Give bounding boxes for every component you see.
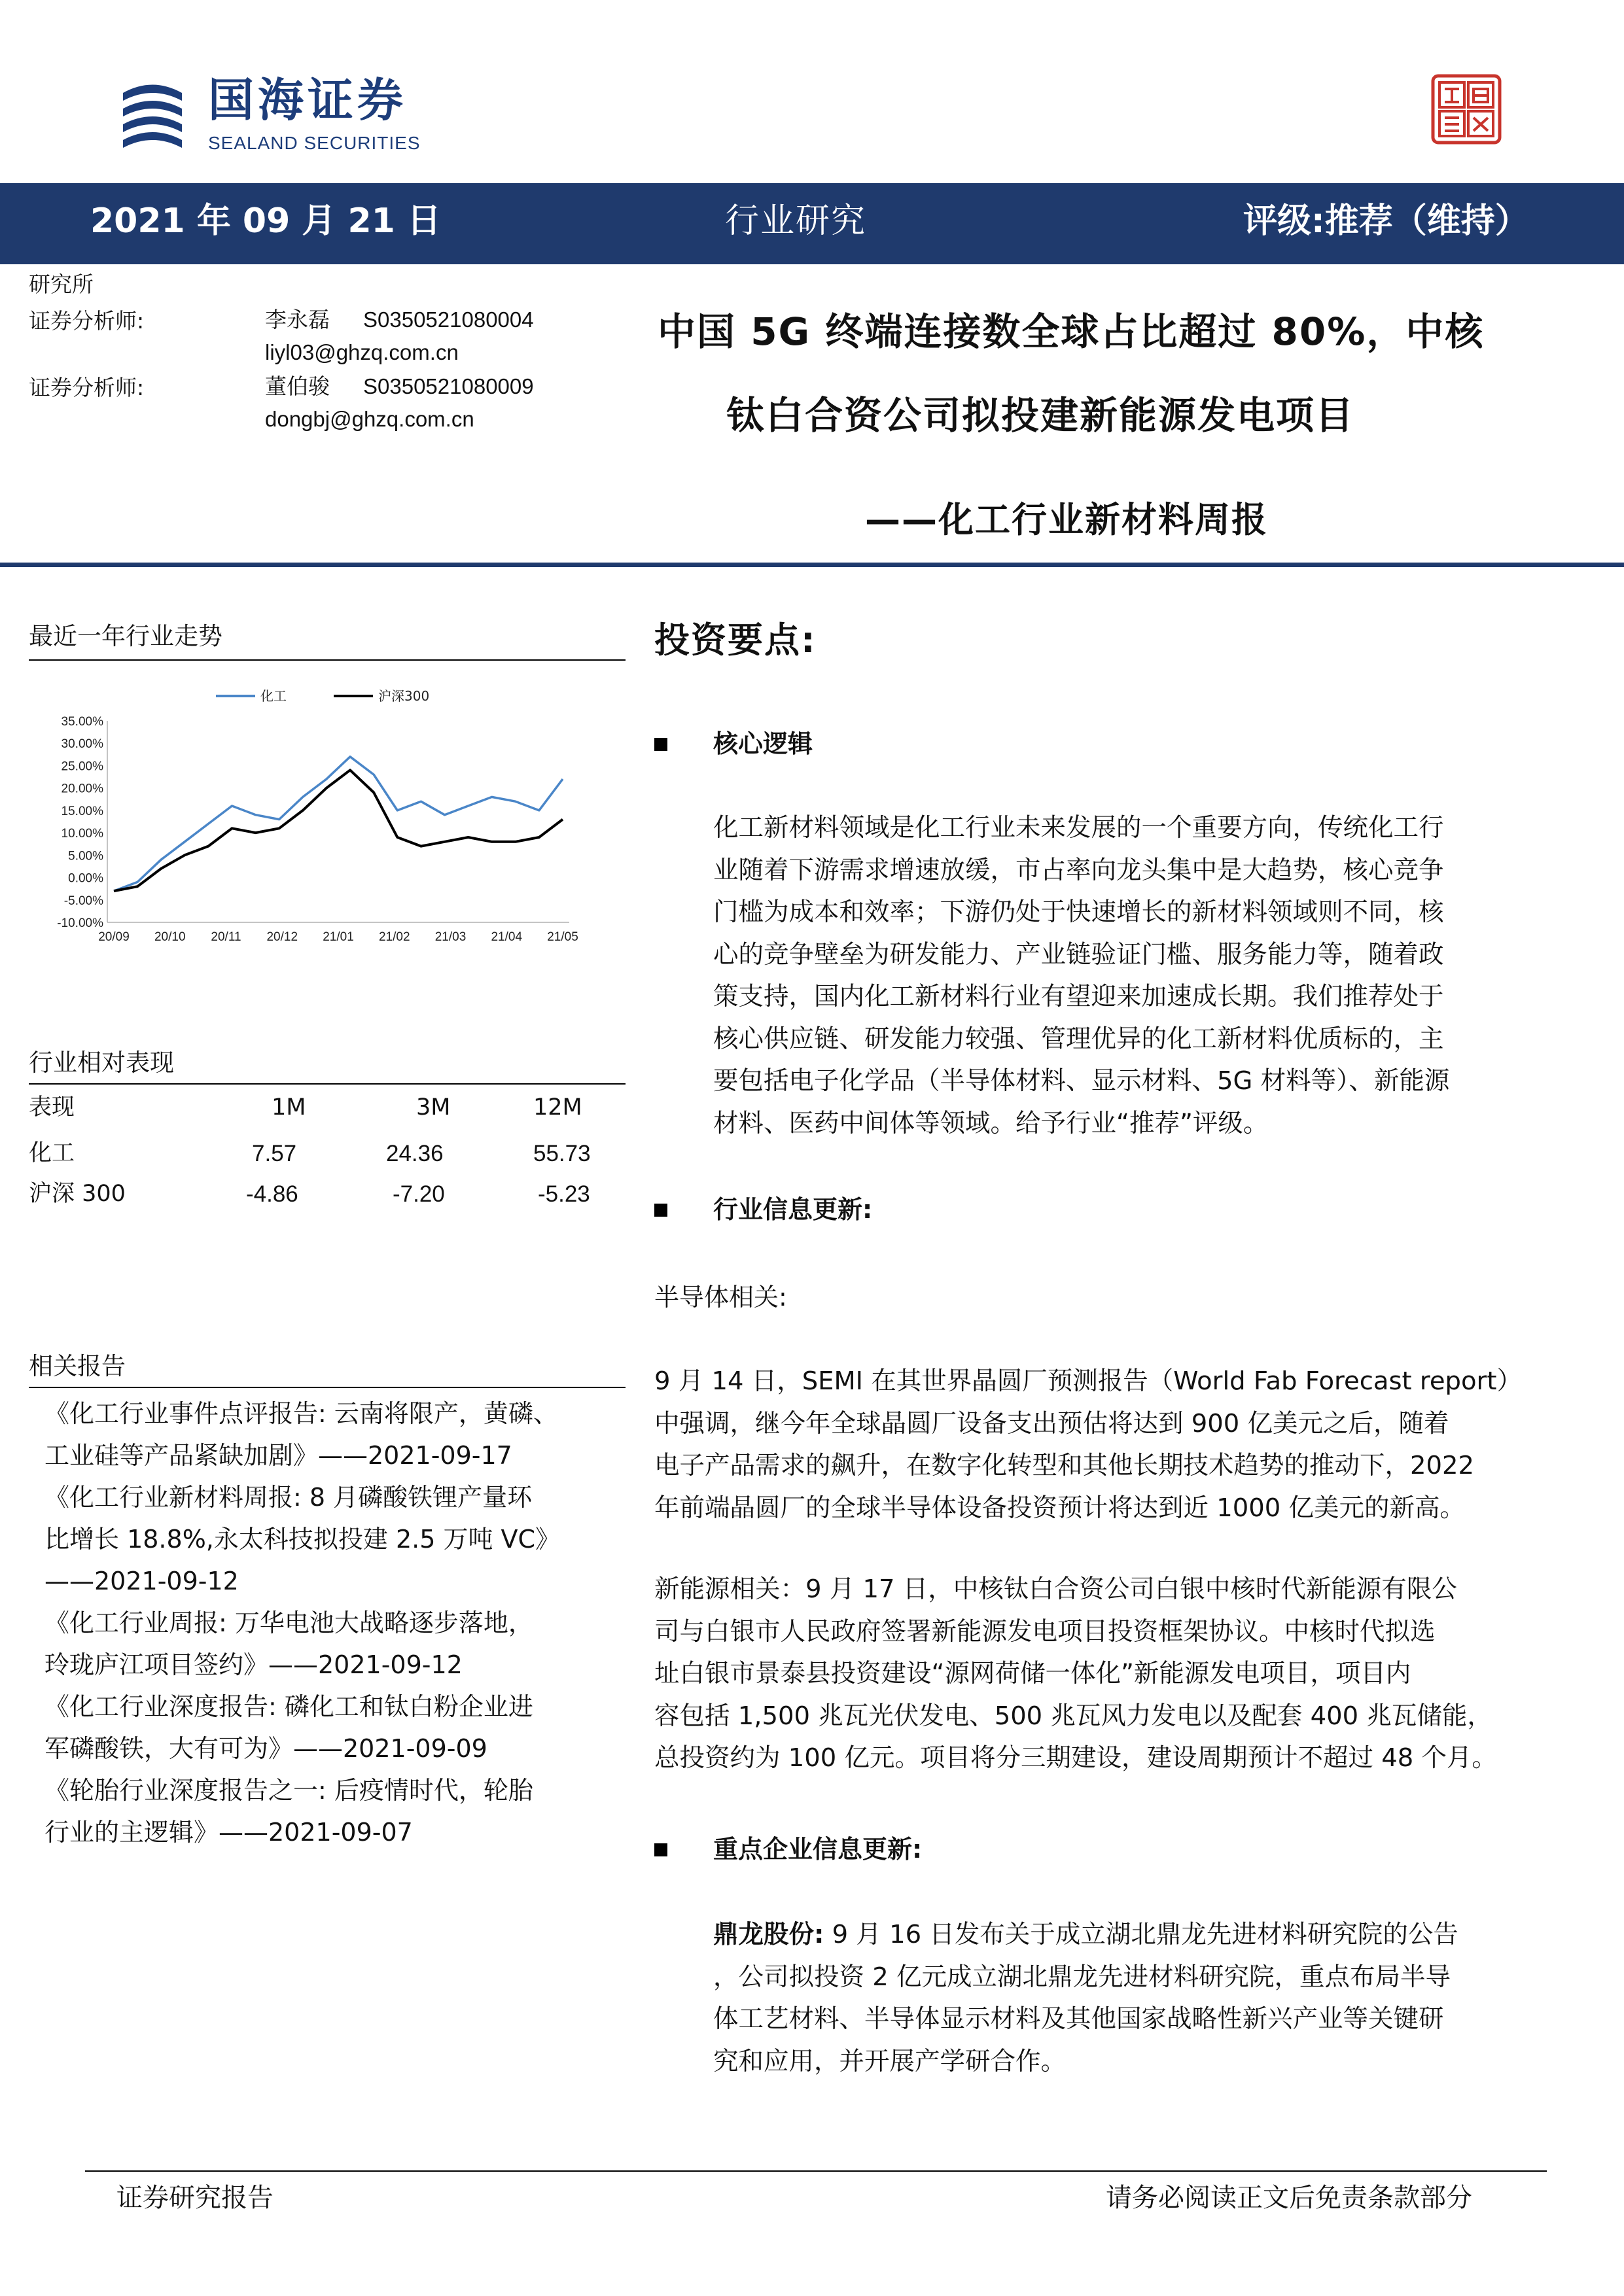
industry-update-title: 行业信息更新: <box>713 1195 873 1224</box>
paragraph-line: 材料、医药中间体等领域。给予行业“推荐”评级。 <box>713 1108 1269 1138</box>
paragraph-line: 策支持，国内化工新材料行业有望迎来加速成长期。我们推荐处于 <box>713 982 1444 1011</box>
footer-right: 请务必阅读正文后免责条款部分 <box>1106 2183 1472 2213</box>
perf-col-header: 3M <box>416 1094 451 1121</box>
paragraph-line: 中强调，继今年全球晶圆厂设备支出预估将达到 900 亿美元之后，随着 <box>654 1408 1449 1438</box>
performance-heading: 行业相对表现 <box>29 1049 174 1077</box>
perf-cell: -5.23 <box>538 1181 590 1207</box>
related-report-line[interactable]: 玲珑庐江项目签约》——2021-09-12 <box>44 1650 463 1679</box>
new-energy-paragraph <box>654 1569 1551 1780</box>
related-report-line[interactable]: 工业硅等产品紧缺加剧》——2021-09-17 <box>44 1441 512 1470</box>
related-report-line[interactable]: 《轮胎行业深度报告之一: 后疫情时代，轮胎 <box>44 1776 533 1805</box>
legend-label: 沪深300 <box>378 688 430 704</box>
y-axis-ticks <box>57 715 103 930</box>
y-tick-label: 5.00% <box>68 849 103 863</box>
x-tick-label: 21/04 <box>491 930 523 944</box>
bullet-square-icon <box>654 1204 667 1217</box>
y-tick-label: 20.00% <box>61 782 103 796</box>
x-tick-label: 21/01 <box>323 930 354 944</box>
x-axis-ticks <box>98 930 578 944</box>
chart-series <box>114 757 563 891</box>
related-report-line[interactable]: 比增长 18.8%,永太科技拟投建 2.5 万吨 VC》 <box>44 1525 561 1554</box>
paragraph-line: 体工艺材料、半导体显示材料及其他国家战略性新兴产业等关键研 <box>713 2004 1444 2034</box>
report-date: 2021 年 09 月 21 日 <box>90 201 441 241</box>
paragraph-line: 年前端晶圆厂的全球半导体设备投资预计将达到近 1000 亿美元的新高。 <box>654 1493 1465 1523</box>
paragraph-line: 司与白银市人民政府签署新能源发电项目投资框架协议。中核时代拟选 <box>654 1616 1436 1646</box>
y-tick-label: 15.00% <box>61 804 103 818</box>
company-update-title: 重点企业信息更新: <box>713 1835 923 1864</box>
related-report-line[interactable]: 军磷酸铁，大有可为》——2021-09-09 <box>44 1734 487 1763</box>
paragraph-line: 核心供应链、研发能力较强、管理优异的化工新材料优质标的，主 <box>713 1024 1444 1054</box>
perf-col-header: 12M <box>533 1094 582 1121</box>
y-tick-label: 25.00% <box>61 759 103 774</box>
perf-cell: 55.73 <box>533 1141 591 1166</box>
y-tick-label: 35.00% <box>61 715 103 729</box>
core-logic-paragraph <box>713 807 1551 1145</box>
y-tick-label: 10.00% <box>61 827 103 841</box>
trend-heading: 最近一年行业走势 <box>29 622 222 650</box>
chart-legend <box>216 688 429 704</box>
paragraph-line: ，公司拟投资 2 亿元成立湖北鼎龙先进材料研究院，重点布局半导 <box>713 1962 1451 1992</box>
x-tick-label: 20/11 <box>211 930 241 944</box>
y-tick-label: -5.00% <box>63 894 103 908</box>
x-tick-label: 21/05 <box>547 930 578 944</box>
x-tick-label: 20/12 <box>266 930 298 944</box>
analyst-name: 李永磊 <box>265 307 330 332</box>
institute-seal-icon <box>1430 73 1502 145</box>
industry-trend-chart <box>29 680 626 955</box>
semiconductor-label: 半导体相关: <box>654 1283 787 1312</box>
core-logic-title: 核心逻辑 <box>713 729 813 758</box>
y-tick-label: 0.00% <box>68 871 103 886</box>
company-update-paragraph <box>713 1914 1551 2083</box>
analyst-cert: S0350521080009 <box>363 374 534 398</box>
related-report-line[interactable]: 《化工行业深度报告: 磷化工和钛白粉企业进 <box>44 1692 533 1721</box>
series-line <box>114 757 563 891</box>
analyst-role: 证券分析师: <box>29 375 145 400</box>
related-report-line[interactable]: 行业的主逻辑》——2021-09-07 <box>44 1818 413 1847</box>
related-report-line[interactable]: 《化工行业事件点评报告: 云南将限产，黄磷、 <box>44 1399 558 1428</box>
logo-chinese-name: 国海证券 <box>208 73 407 127</box>
x-tick-label: 20/10 <box>154 930 186 944</box>
analyst-role: 证券分析师: <box>29 308 145 334</box>
report-category: 行业研究 <box>725 201 867 241</box>
analyst-cert: S0350521080004 <box>363 307 534 332</box>
perf-cell: 24.36 <box>386 1141 444 1166</box>
analyst-email[interactable]: liyl03@ghzq.com.cn <box>265 340 459 364</box>
footer-rule <box>85 2170 1547 2172</box>
paragraph-line: 电子产品需求的飙升，在数字化转型和其他长期技术趋势的推动下，2022 <box>654 1451 1474 1480</box>
x-tick-label: 21/03 <box>434 930 467 944</box>
series-line <box>114 770 563 891</box>
x-tick-label: 21/02 <box>378 930 410 944</box>
related-rule <box>29 1387 626 1388</box>
y-tick-label: -10.00% <box>57 916 103 930</box>
paragraph-line: 业随着下游需求增速放缓，市占率向龙头集中是大趋势，核心竞争 <box>713 855 1444 885</box>
paragraph-line: 9 月 14 日，SEMI 在其世界晶圆厂预测报告（World Fab Forecast report） <box>654 1366 1522 1396</box>
related-report-line[interactable]: 《化工行业周报: 万华电池大战略逐步落地， <box>44 1609 533 1637</box>
paragraph-line: 门槛为成本和效率；下游仍处于快速增长的新材料领域则不同，核 <box>713 897 1444 927</box>
paragraph-line: 容包括 1,500 兆瓦光伏发电、500 兆瓦风力发电以及配套 400 兆瓦储能， <box>654 1701 1492 1731</box>
paragraph-line: 要包括电子化学品（半导体材料、显示材料、5G 材料等）、新能源 <box>713 1066 1450 1096</box>
bullet-square-icon <box>654 1843 667 1856</box>
company-name[interactable]: 鼎龙股份: <box>713 1920 824 1949</box>
header-divider <box>0 563 1624 567</box>
performance-rule <box>29 1083 626 1085</box>
institute-label: 研究所 <box>29 271 94 297</box>
sealand-logo-icon <box>116 80 188 153</box>
analyst-name: 董伯骏 <box>265 374 330 399</box>
bullet-square-icon <box>654 738 667 751</box>
perf-cell: -4.86 <box>246 1181 298 1207</box>
analyst-email[interactable]: dongbj@ghzq.com.cn <box>265 407 474 431</box>
related-report-line[interactable]: ——2021-09-12 <box>44 1567 239 1595</box>
x-tick-label: 20/09 <box>98 930 130 944</box>
paragraph-line: 新能源相关：9 月 17 日，中核钛白合资公司白银中核时代新能源有限公 <box>654 1574 1457 1604</box>
logo-english-name: SEALAND SECURITIES <box>208 133 421 153</box>
perf-cell: 7.57 <box>252 1141 297 1166</box>
paragraph-line: 址白银市景泰县投资建设“源网荷储一体化”新能源发电项目，项目内 <box>654 1659 1411 1688</box>
perf-row-label: 化工 <box>29 1140 75 1166</box>
y-tick-label: 30.00% <box>61 737 103 752</box>
related-report-line[interactable]: 《化工行业新材料周报: 8 月磷酸铁锂产量环 <box>44 1483 533 1512</box>
report-subtitle: ——化工行业新材料周报 <box>865 499 1268 540</box>
perf-cell: -7.20 <box>393 1181 445 1207</box>
paragraph-line: 究和应用，并开展产学研合作。 <box>713 2046 1067 2076</box>
related-heading: 相关报告 <box>29 1352 126 1380</box>
report-title-line2: 钛白合资公司拟投建新能源发电项目 <box>726 393 1355 438</box>
paragraph-line: 9 月 16 日发布关于成立湖北鼎龙先进材料研究院的公告 <box>824 1920 1458 1949</box>
report-title-line1: 中国 5G 终端连接数全球占比超过 80%，中核 <box>658 309 1485 354</box>
keypoints-heading: 投资要点: <box>654 619 817 661</box>
perf-col-header: 1M <box>272 1094 306 1121</box>
footer-left: 证券研究报告 <box>116 2183 274 2213</box>
legend-label: 化工 <box>260 688 287 704</box>
paragraph-line: 化工新材料领域是化工行业未来发展的一个重要方向，传统化工行 <box>713 813 1444 843</box>
paragraph-line: 总投资约为 100 亿元。项目将分三期建设，建设周期预计不超过 48 个月。 <box>654 1743 1497 1773</box>
perf-col-header: 表现 <box>29 1094 75 1121</box>
perf-row-label: 沪深 300 <box>29 1181 126 1207</box>
trend-rule <box>29 659 626 661</box>
semiconductor-paragraph <box>654 1361 1551 1529</box>
paragraph-line: 心的竞争壁垒为研发能力、产业链验证门槛、服务能力等，随着政 <box>713 939 1444 969</box>
rating-label: 评级:推荐（维持） <box>1243 201 1529 241</box>
